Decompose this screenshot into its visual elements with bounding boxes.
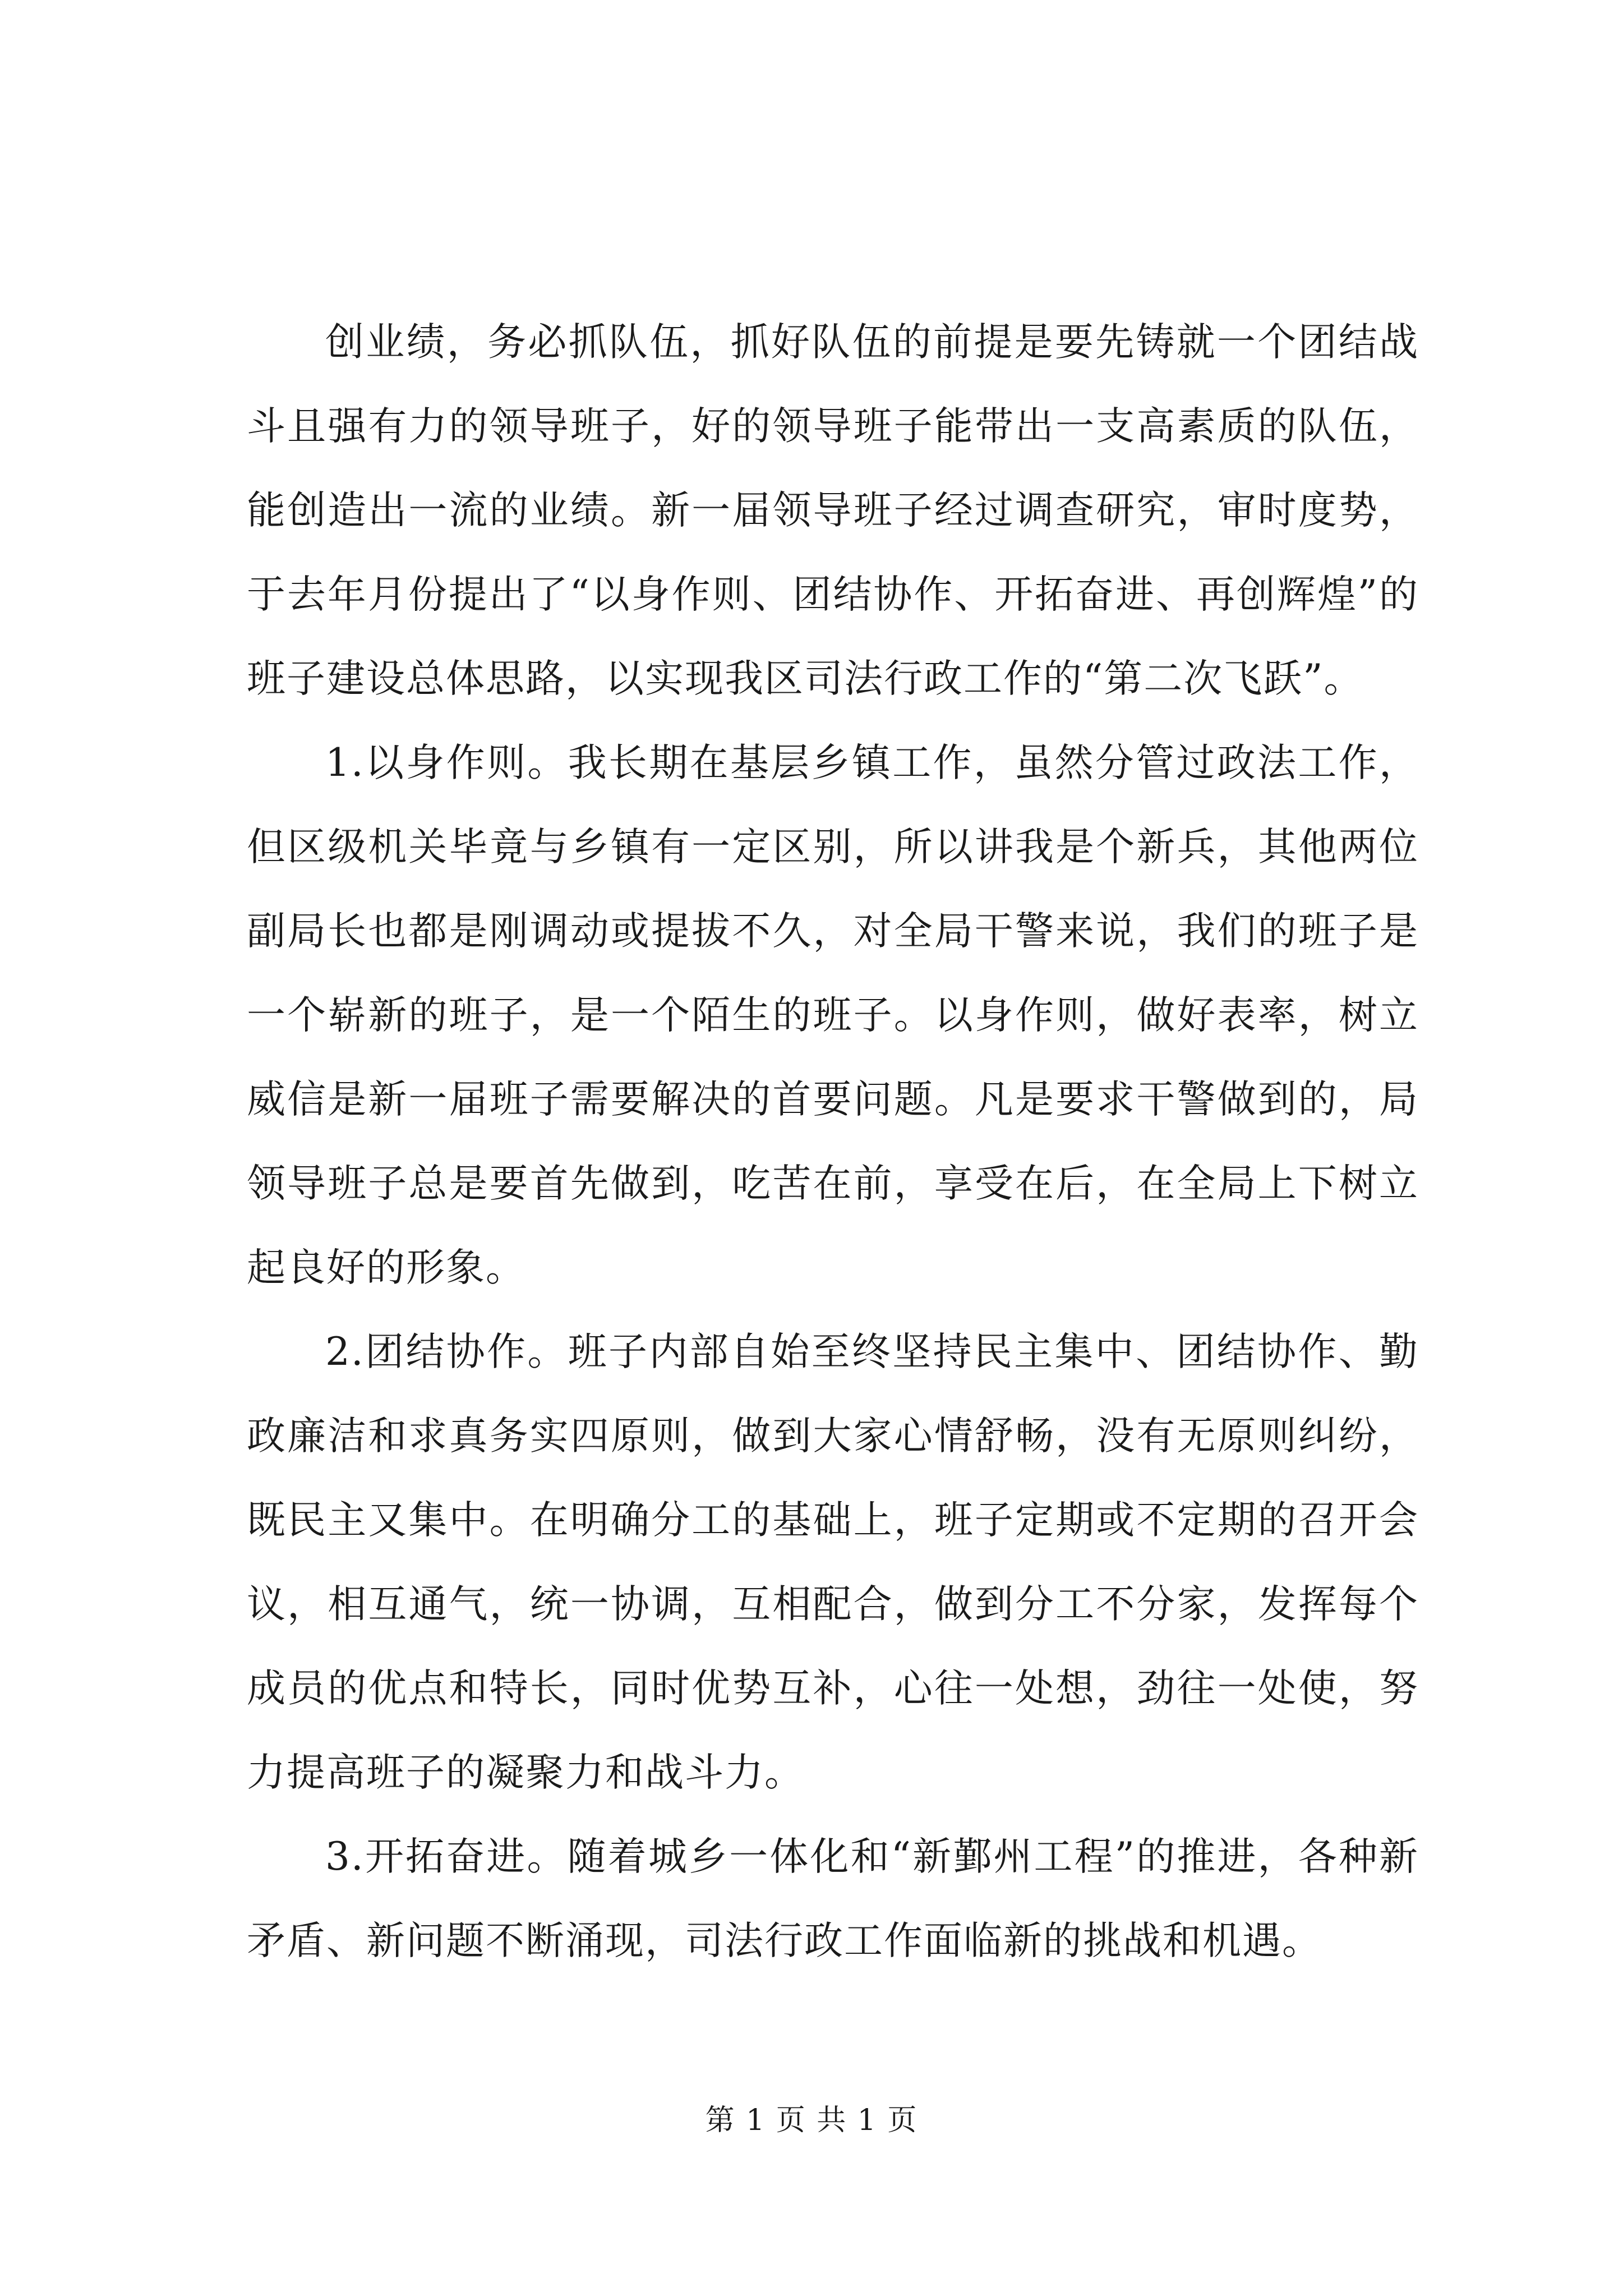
paragraph-intro: 创业绩，务必抓队伍，抓好队伍的前提是要先铸就一个团结战斗且强有力的领导班子，好的领导班子能带出一支高素质的队伍，能创造出一流的业绩。新一届领导班子经过调查研究，审时度势，于去年月份提出了“以身作则、团结协作、开拓奋进、再创辉煌”的班子建设总体思路，以实现我区司法行政工作的“第二次飞跃”。	[247, 320, 1419, 701]
paragraph-unity-cooperation: 2.团结协作。班子内部自始至终坚持民主集中、团结协作、勤政廉洁和求真务实四原则，做到大家心情舒畅，没有无原则纠纷，既民主又集中。在明确分工的基础上，班子定期或不定期的召开会议，相互通气，统一协调，互相配合，做到分工不分家，发挥每个成员的优点和特长，同时优势互补，心往一处想，劲往一处使，努力提高班子的凝聚力和战斗力。	[247, 1329, 1419, 1795]
paragraph-pioneering: 3.开拓奋进。随着城乡一体化和“新鄞州工程”的推进，各种新矛盾、新问题不断涌现，司法行政工作面临新的挑战和机遇。	[247, 1834, 1419, 1963]
paragraph-lead-by-example: 1.以身作则。我长期在基层乡镇工作，虽然分管过政法工作，但区级机关毕竟与乡镇有一定区别，所以讲我是个新兵，其他两位副局长也都是刚调动或提拔不久，对全局干警来说，我们的班子是一个崭新的班子，是一个陌生的班子。以身作则，做好表率，树立威信是新一届班子需要解决的首要问题。凡是要求干警做到的，局领导班子总是要首先做到，吃苦在前，享受在后，在全局上下树立起良好的形象。	[247, 740, 1419, 1290]
document-body	[247, 300, 1419, 1983]
page-footer: 第 1 页 共 1 页	[705, 2104, 918, 2137]
